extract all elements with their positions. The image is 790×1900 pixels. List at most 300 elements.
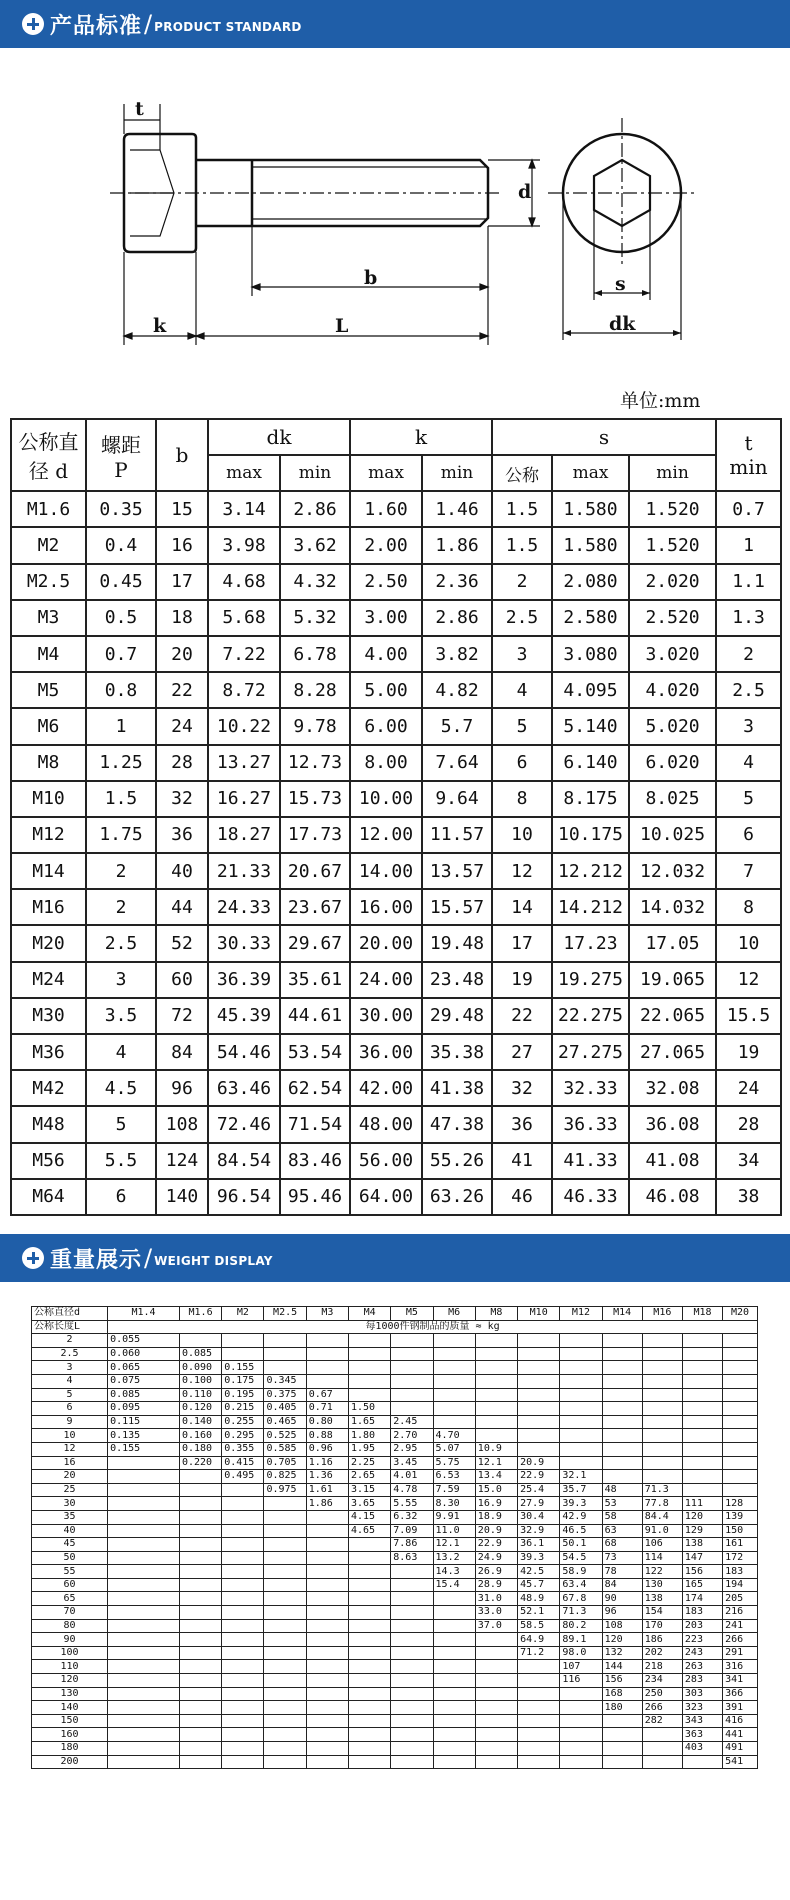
weight-cell — [349, 1674, 391, 1688]
weight-cell — [108, 1524, 180, 1538]
table-cell: M8 — [11, 745, 86, 781]
weight-cell: 3.45 — [391, 1456, 433, 1470]
table-cell: 3.62 — [280, 527, 350, 563]
table-cell: 1.580 — [552, 491, 629, 527]
weight-cell — [179, 1646, 221, 1660]
weight-cell — [642, 1361, 682, 1375]
weight-cell — [433, 1714, 475, 1728]
weight-cell — [264, 1551, 306, 1565]
table-row — [11, 853, 781, 889]
weight-cell — [642, 1442, 682, 1456]
weight-cell — [391, 1742, 433, 1756]
weight-cell: 0.220 — [179, 1456, 221, 1470]
weight-cell — [222, 1660, 264, 1674]
table-cell: 6.140 — [552, 745, 629, 781]
weight-cell — [222, 1619, 264, 1633]
weight-cell — [349, 1578, 391, 1592]
weight-cell: 202 — [642, 1646, 682, 1660]
table-cell: 46.08 — [629, 1179, 716, 1215]
weight-cell: 96 — [602, 1606, 642, 1620]
weight-cell: 28.9 — [475, 1578, 517, 1592]
table-cell: 5 — [716, 781, 781, 817]
table-row — [32, 1674, 758, 1688]
weight-cell — [433, 1660, 475, 1674]
weight-label-diameter: 公称直径d — [32, 1307, 108, 1321]
table-row — [11, 998, 781, 1034]
weight-cell: 20.9 — [518, 1456, 560, 1470]
table-cell: 13.57 — [422, 853, 492, 889]
weight-cell: 27.9 — [518, 1497, 560, 1511]
table-cell: 18 — [156, 600, 208, 636]
table-cell: 2.080 — [552, 564, 629, 600]
table-cell: 35.61 — [280, 962, 350, 998]
weight-cell — [475, 1402, 517, 1416]
weight-cell — [108, 1497, 180, 1511]
weight-cell: 0.355 — [222, 1442, 264, 1456]
weight-cell: 168 — [602, 1687, 642, 1701]
table-cell: 27.065 — [629, 1034, 716, 1070]
weight-cell: 13.4 — [475, 1470, 517, 1484]
table-cell: M2.5 — [11, 564, 86, 600]
weight-cell — [642, 1402, 682, 1416]
length-cell: 80 — [32, 1619, 108, 1633]
table-row — [32, 1606, 758, 1620]
weight-cell — [560, 1687, 602, 1701]
weight-cell: 183 — [723, 1565, 758, 1579]
table-row — [32, 1592, 758, 1606]
table-cell: 36 — [156, 817, 208, 853]
table-cell: 4 — [492, 672, 552, 708]
length-cell: 40 — [32, 1524, 108, 1538]
length-cell: 3 — [32, 1361, 108, 1375]
weight-cell — [108, 1755, 180, 1769]
weight-cell — [475, 1674, 517, 1688]
weight-cell: 0.085 — [179, 1347, 221, 1361]
weight-size-header: M5 — [391, 1307, 433, 1321]
weight-cell — [349, 1701, 391, 1715]
table-row — [32, 1755, 758, 1769]
weight-cell: 0.705 — [264, 1456, 306, 1470]
table-row — [11, 781, 781, 817]
weight-cell: 71.3 — [560, 1606, 602, 1620]
weight-cell: 0.255 — [222, 1415, 264, 1429]
table-cell: 84 — [156, 1034, 208, 1070]
weight-cell — [475, 1660, 517, 1674]
table-cell: 19 — [492, 962, 552, 998]
header-pitch: 螺距 P — [86, 419, 156, 491]
table-row — [11, 817, 781, 853]
weight-cell — [391, 1633, 433, 1647]
weight-cell — [306, 1551, 348, 1565]
table-cell: 4.68 — [208, 564, 280, 600]
weight-cell — [179, 1633, 221, 1647]
weight-cell: 90 — [602, 1592, 642, 1606]
weight-cell — [723, 1347, 758, 1361]
table-cell: M42 — [11, 1070, 86, 1106]
dim-label-L: L — [335, 315, 349, 337]
weight-cell — [306, 1606, 348, 1620]
weight-cell — [682, 1374, 722, 1388]
weight-cell — [433, 1728, 475, 1742]
weight-cell — [264, 1660, 306, 1674]
table-cell: 84.54 — [208, 1143, 280, 1179]
weight-cell — [433, 1646, 475, 1660]
weight-cell — [602, 1742, 642, 1756]
weight-cell: 32.1 — [560, 1470, 602, 1484]
weight-cell — [306, 1578, 348, 1592]
table-cell: 18.27 — [208, 817, 280, 853]
weight-cell — [349, 1714, 391, 1728]
table-cell: M5 — [11, 672, 86, 708]
weight-cell: 48 — [602, 1483, 642, 1497]
weight-cell: 266 — [723, 1633, 758, 1647]
weight-cell — [222, 1687, 264, 1701]
weight-cell: 303 — [682, 1687, 722, 1701]
weight-cell — [391, 1334, 433, 1348]
weight-cell: 1.65 — [349, 1415, 391, 1429]
weight-cell — [391, 1619, 433, 1633]
weight-cell: 78 — [602, 1565, 642, 1579]
weight-cell — [560, 1361, 602, 1375]
weight-cell — [682, 1361, 722, 1375]
weight-size-header: M8 — [475, 1307, 517, 1321]
weight-cell: 441 — [723, 1728, 758, 1742]
weight-cell: 343 — [682, 1714, 722, 1728]
weight-cell: 84 — [602, 1578, 642, 1592]
table-cell: 96 — [156, 1070, 208, 1106]
weight-cell — [349, 1619, 391, 1633]
weight-cell: 0.175 — [222, 1374, 264, 1388]
table-cell: 12.212 — [552, 853, 629, 889]
weight-cell — [222, 1674, 264, 1688]
length-cell: 160 — [32, 1728, 108, 1742]
weight-cell: 0.180 — [179, 1442, 221, 1456]
table-cell: 7.22 — [208, 636, 280, 672]
weight-cell: 0.71 — [306, 1402, 348, 1416]
weight-cell: 291 — [723, 1646, 758, 1660]
weight-cell — [222, 1347, 264, 1361]
weight-cell — [602, 1334, 642, 1348]
weight-cell — [179, 1728, 221, 1742]
table-cell: M10 — [11, 781, 86, 817]
weight-cell — [349, 1551, 391, 1565]
weight-cell — [602, 1374, 642, 1388]
table-cell: 72.46 — [208, 1106, 280, 1142]
weight-cell — [475, 1374, 517, 1388]
weight-size-header: M12 — [560, 1307, 602, 1321]
weight-cell — [108, 1510, 180, 1524]
table-cell: 1 — [716, 527, 781, 563]
table-cell: 4 — [86, 1034, 156, 1070]
weight-cell — [518, 1442, 560, 1456]
table-cell: 96.54 — [208, 1179, 280, 1215]
weight-cell — [108, 1538, 180, 1552]
weight-cell — [179, 1742, 221, 1756]
table-cell: 12.032 — [629, 853, 716, 889]
table-cell: 2.86 — [422, 600, 492, 636]
weight-cell: 250 — [642, 1687, 682, 1701]
table-cell: 54.46 — [208, 1034, 280, 1070]
weight-cell — [391, 1660, 433, 1674]
weight-cell — [349, 1687, 391, 1701]
length-cell: 150 — [32, 1714, 108, 1728]
table-cell: 5 — [492, 708, 552, 744]
weight-cell: 52.1 — [518, 1606, 560, 1620]
weight-cell — [642, 1456, 682, 1470]
weight-cell: 5.75 — [433, 1456, 475, 1470]
table-row — [32, 1660, 758, 1674]
weight-cell — [264, 1646, 306, 1660]
weight-cell — [682, 1402, 722, 1416]
table-cell: 5.68 — [208, 600, 280, 636]
weight-cell — [306, 1714, 348, 1728]
table-row — [11, 672, 781, 708]
weight-cell: 68 — [602, 1538, 642, 1552]
header-b: b — [156, 419, 208, 491]
table-cell: 4.82 — [422, 672, 492, 708]
weight-cell — [433, 1374, 475, 1388]
weight-cell: 0.67 — [306, 1388, 348, 1402]
weight-cell: 58.5 — [518, 1619, 560, 1633]
weight-cell: 0.88 — [306, 1429, 348, 1443]
table-cell: 1.46 — [422, 491, 492, 527]
weight-cell — [179, 1755, 221, 1769]
weight-cell — [108, 1470, 180, 1484]
header-dk-min: min — [280, 455, 350, 491]
weight-cell: 53 — [602, 1497, 642, 1511]
table-cell: 9.78 — [280, 708, 350, 744]
table-cell: 0.35 — [86, 491, 156, 527]
table-cell: 17.05 — [629, 925, 716, 961]
table-cell: 5.32 — [280, 600, 350, 636]
weight-cell — [682, 1388, 722, 1402]
weight-cell — [108, 1483, 180, 1497]
length-cell: 35 — [32, 1510, 108, 1524]
weight-cell: 15.4 — [433, 1578, 475, 1592]
table-cell: 2 — [86, 853, 156, 889]
weight-size-header: M3 — [306, 1307, 348, 1321]
table-cell: 34 — [716, 1143, 781, 1179]
weight-cell — [602, 1402, 642, 1416]
weight-cell — [433, 1592, 475, 1606]
weight-cell: 156 — [602, 1674, 642, 1688]
table-row — [32, 1714, 758, 1728]
table-cell: 17.73 — [280, 817, 350, 853]
weight-cell — [475, 1388, 517, 1402]
weight-cell — [602, 1456, 642, 1470]
length-cell: 2.5 — [32, 1347, 108, 1361]
table-cell: 140 — [156, 1179, 208, 1215]
weight-cell: 0.465 — [264, 1415, 306, 1429]
weight-cell — [306, 1633, 348, 1647]
table-row — [11, 962, 781, 998]
weight-cell — [642, 1415, 682, 1429]
weight-size-header: M2.5 — [264, 1307, 306, 1321]
table-row — [11, 527, 781, 563]
weight-cell — [306, 1347, 348, 1361]
table-cell: 15.57 — [422, 889, 492, 925]
weight-cell — [433, 1361, 475, 1375]
weight-cell: 138 — [642, 1592, 682, 1606]
table-row — [11, 1070, 781, 1106]
weight-cell: 0.155 — [108, 1442, 180, 1456]
table-cell: M56 — [11, 1143, 86, 1179]
weight-cell — [264, 1334, 306, 1348]
weight-cell — [642, 1347, 682, 1361]
plus-circle-icon — [22, 13, 44, 35]
table-cell: 10 — [716, 925, 781, 961]
table-cell: 6 — [716, 817, 781, 853]
weight-cell: 7.09 — [391, 1524, 433, 1538]
table-cell: 22.065 — [629, 998, 716, 1034]
weight-cell: 138 — [682, 1538, 722, 1552]
weight-cell — [602, 1470, 642, 1484]
table-cell: 4.00 — [350, 636, 422, 672]
table-cell: 4.32 — [280, 564, 350, 600]
weight-cell: 216 — [723, 1606, 758, 1620]
weight-cell — [433, 1388, 475, 1402]
weight-cell — [723, 1442, 758, 1456]
weight-cell — [222, 1606, 264, 1620]
weight-cell: 180 — [602, 1701, 642, 1715]
weight-cell: 46.5 — [560, 1524, 602, 1538]
weight-cell — [222, 1538, 264, 1552]
weight-size-header: M4 — [349, 1307, 391, 1321]
weight-caption: 每1000件钢制品的质量 ≈ kg — [108, 1320, 758, 1334]
weight-cell: 8.63 — [391, 1551, 433, 1565]
weight-table — [31, 1306, 758, 1769]
weight-cell: 2.65 — [349, 1470, 391, 1484]
weight-cell — [108, 1456, 180, 1470]
weight-cell — [264, 1510, 306, 1524]
weight-cell: 2.25 — [349, 1456, 391, 1470]
table-row — [11, 564, 781, 600]
dim-label-d: d — [518, 181, 532, 203]
length-cell: 25 — [32, 1483, 108, 1497]
table-cell: 8.72 — [208, 672, 280, 708]
table-cell: 2.020 — [629, 564, 716, 600]
table-cell: 83.46 — [280, 1143, 350, 1179]
weight-cell — [108, 1660, 180, 1674]
weight-cell — [349, 1633, 391, 1647]
weight-cell: 6.32 — [391, 1510, 433, 1524]
length-cell: 6 — [32, 1402, 108, 1416]
weight-cell — [518, 1415, 560, 1429]
weight-cell: 194 — [723, 1578, 758, 1592]
table-cell: 4.020 — [629, 672, 716, 708]
weight-cell — [475, 1714, 517, 1728]
table-row — [32, 1701, 758, 1715]
weight-cell — [306, 1334, 348, 1348]
weight-cell: 14.3 — [433, 1565, 475, 1579]
table-cell: 1.1 — [716, 564, 781, 600]
table-cell: M3 — [11, 600, 86, 636]
weight-cell: 1.16 — [306, 1456, 348, 1470]
table-cell: 35.38 — [422, 1034, 492, 1070]
weight-cell — [179, 1470, 221, 1484]
table-cell: 24.00 — [350, 962, 422, 998]
table-cell: 41.08 — [629, 1143, 716, 1179]
weight-cell — [349, 1388, 391, 1402]
table-row — [32, 1633, 758, 1647]
table-cell: 1 — [86, 708, 156, 744]
table-cell: 28 — [156, 745, 208, 781]
weight-cell — [179, 1334, 221, 1348]
weight-cell: 0.375 — [264, 1388, 306, 1402]
weight-cell — [179, 1497, 221, 1511]
weight-cell — [602, 1728, 642, 1742]
weight-cell — [264, 1687, 306, 1701]
weight-cell: 172 — [723, 1551, 758, 1565]
weight-cell: 132 — [602, 1646, 642, 1660]
weight-cell — [306, 1646, 348, 1660]
table-row — [32, 1402, 758, 1416]
table-cell: 8.28 — [280, 672, 350, 708]
header-dk: dk — [208, 419, 350, 455]
table-cell: 0.45 — [86, 564, 156, 600]
section-subtitle: PRODUCT STANDARD — [154, 20, 302, 34]
weight-cell: 58 — [602, 1510, 642, 1524]
table-cell: 10.175 — [552, 817, 629, 853]
weight-cell — [264, 1592, 306, 1606]
weight-cell — [602, 1347, 642, 1361]
table-cell: 1.5 — [492, 527, 552, 563]
dim-label-s: s — [615, 273, 626, 295]
length-cell: 200 — [32, 1755, 108, 1769]
weight-cell — [306, 1687, 348, 1701]
weight-cell — [222, 1483, 264, 1497]
table-cell: 1.60 — [350, 491, 422, 527]
table-cell: 4 — [716, 745, 781, 781]
table-cell: 63.46 — [208, 1070, 280, 1106]
weight-cell: 37.0 — [475, 1619, 517, 1633]
weight-cell — [642, 1728, 682, 1742]
weight-cell — [475, 1742, 517, 1756]
weight-cell — [222, 1565, 264, 1579]
weight-cell — [602, 1755, 642, 1769]
weight-cell — [518, 1755, 560, 1769]
table-row — [32, 1646, 758, 1660]
weight-cell — [682, 1456, 722, 1470]
table-row — [32, 1388, 758, 1402]
weight-cell: 4.01 — [391, 1470, 433, 1484]
weight-cell — [264, 1714, 306, 1728]
weight-cell: 58.9 — [560, 1565, 602, 1579]
table-row — [32, 1619, 758, 1633]
weight-cell — [433, 1347, 475, 1361]
weight-cell — [475, 1633, 517, 1647]
dim-label-dk: dk — [609, 313, 636, 335]
weight-cell — [433, 1606, 475, 1620]
weight-cell: 391 — [723, 1701, 758, 1715]
weight-cell — [349, 1347, 391, 1361]
table-row — [32, 1742, 758, 1756]
weight-cell — [222, 1633, 264, 1647]
weight-cell: 283 — [682, 1674, 722, 1688]
weight-cell: 0.055 — [108, 1334, 180, 1348]
weight-cell: 205 — [723, 1592, 758, 1606]
weight-cell: 0.825 — [264, 1470, 306, 1484]
weight-cell — [222, 1714, 264, 1728]
weight-cell — [264, 1538, 306, 1552]
weight-cell: 73 — [602, 1551, 642, 1565]
weight-cell — [391, 1388, 433, 1402]
plus-circle-icon — [22, 1247, 44, 1269]
weight-cell — [475, 1334, 517, 1348]
weight-cell: 323 — [682, 1701, 722, 1715]
header-s-max: max — [552, 455, 629, 491]
weight-cell: 12.1 — [475, 1456, 517, 1470]
